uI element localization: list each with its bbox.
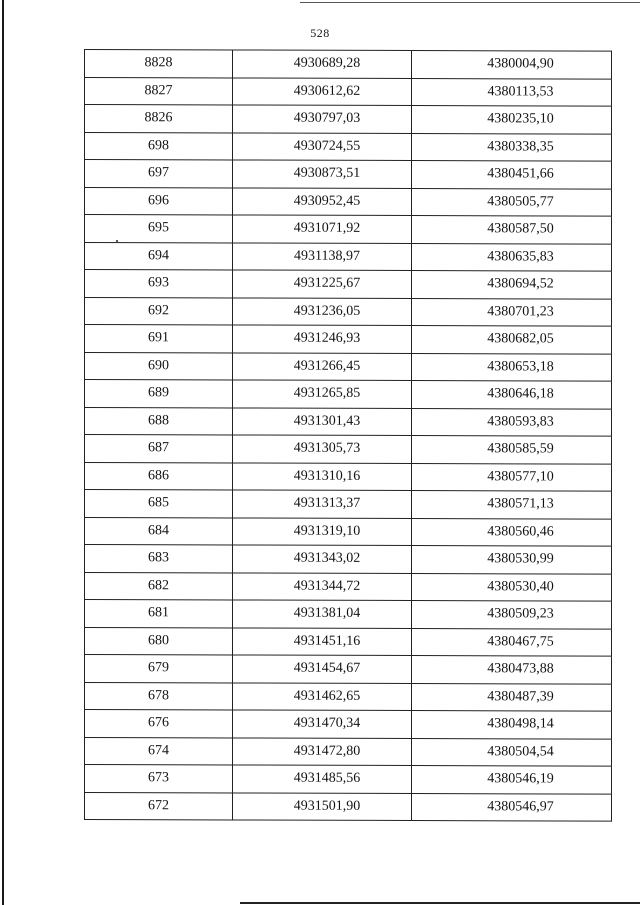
scan-border-bottom <box>240 902 640 904</box>
point-number-cell: 679 <box>85 655 233 683</box>
point-number-cell: 685 <box>85 490 233 518</box>
y-coordinate-cell: 4380467,75 <box>412 628 612 656</box>
y-coordinate-cell: 4380509,23 <box>412 601 612 629</box>
table-row <box>85 380 612 409</box>
y-coordinate-cell: 4380338,35 <box>412 133 612 161</box>
y-coordinate-cell: 4380701,23 <box>412 298 612 326</box>
point-number-cell: 674 <box>85 737 233 765</box>
point-number-cell: 673 <box>85 765 233 793</box>
table-row <box>85 435 612 464</box>
y-coordinate-cell: 4380571,13 <box>412 491 612 519</box>
y-coordinate-cell: 4380504,54 <box>412 738 612 766</box>
point-number-cell: 684 <box>85 517 233 545</box>
table-row <box>85 710 612 739</box>
x-coordinate-cell: 4930873,51 <box>233 160 412 188</box>
table-row <box>85 50 612 79</box>
x-coordinate-cell: 4931343,02 <box>233 545 412 573</box>
scan-border-left <box>2 0 4 905</box>
y-coordinate-cell: 4380473,88 <box>412 656 612 684</box>
point-number-cell: 678 <box>85 682 233 710</box>
y-coordinate-cell: 4380653,18 <box>412 353 612 381</box>
point-number-cell: 693 <box>85 270 233 298</box>
coordinates-table <box>84 49 612 822</box>
table-row <box>85 77 612 106</box>
point-number-cell: 8826 <box>85 105 233 133</box>
table-row <box>85 352 612 381</box>
point-number-cell: 676 <box>85 710 233 738</box>
x-coordinate-cell: 4931266,45 <box>233 352 412 380</box>
y-coordinate-cell: 4380487,39 <box>412 683 612 711</box>
point-number-cell: 689 <box>85 380 233 408</box>
x-coordinate-cell: 4931381,04 <box>233 600 412 628</box>
y-coordinate-cell: 4380498,14 <box>412 711 612 739</box>
point-number-cell: 686 <box>85 462 233 490</box>
table-row <box>85 737 612 766</box>
x-coordinate-cell: 4931485,56 <box>233 765 412 793</box>
point-number-cell: 683 <box>85 545 233 573</box>
table-row <box>85 655 612 684</box>
point-number-cell: 688 <box>85 407 233 435</box>
table-row <box>85 600 612 629</box>
y-coordinate-cell: 4380530,40 <box>412 573 612 601</box>
table-row <box>85 765 612 794</box>
x-coordinate-cell: 4931451,16 <box>233 627 412 655</box>
x-coordinate-cell: 4931265,85 <box>233 380 412 408</box>
table-row <box>85 792 612 821</box>
point-number-cell: 690 <box>85 352 233 380</box>
point-number-cell: 681 <box>85 600 233 628</box>
table-row <box>85 490 612 519</box>
table-row <box>85 187 612 216</box>
x-coordinate-cell: 4931138,97 <box>233 242 412 270</box>
y-coordinate-cell: 4380235,10 <box>412 106 612 134</box>
x-coordinate-cell: 4931470,34 <box>233 710 412 738</box>
y-coordinate-cell: 4380682,05 <box>412 326 612 354</box>
table-row <box>85 407 612 436</box>
point-number-cell: 698 <box>85 132 233 160</box>
table-row <box>85 517 612 546</box>
x-coordinate-cell: 4931310,16 <box>233 462 412 490</box>
x-coordinate-cell: 4931236,05 <box>233 297 412 325</box>
table-row <box>85 215 612 244</box>
table-row <box>85 105 612 134</box>
table-row <box>85 545 612 574</box>
table-row <box>85 297 612 326</box>
point-number-cell: 8827 <box>85 77 233 105</box>
table-row <box>85 242 612 271</box>
x-coordinate-cell: 4931313,37 <box>233 490 412 518</box>
point-number-cell: 682 <box>85 572 233 600</box>
y-coordinate-cell: 4380646,18 <box>412 381 612 409</box>
point-number-cell: 687 <box>85 435 233 463</box>
y-coordinate-cell: 4380577,10 <box>412 463 612 491</box>
y-coordinate-cell: 4380546,97 <box>412 793 612 821</box>
x-coordinate-cell: 4930724,55 <box>233 132 412 160</box>
table-row <box>85 132 612 161</box>
x-coordinate-cell: 4931246,93 <box>233 325 412 353</box>
y-coordinate-cell: 4380004,90 <box>412 51 612 79</box>
table-row <box>85 270 612 299</box>
x-coordinate-cell: 4930612,62 <box>233 77 412 105</box>
point-number-cell: 691 <box>85 325 233 353</box>
point-number-cell: 672 <box>85 792 233 820</box>
x-coordinate-cell: 4931344,72 <box>233 572 412 600</box>
table-row <box>85 462 612 491</box>
x-coordinate-cell: 4931301,43 <box>233 407 412 435</box>
table-row <box>85 160 612 189</box>
table-row <box>85 572 612 601</box>
x-coordinate-cell: 4931225,67 <box>233 270 412 298</box>
table-row <box>85 682 612 711</box>
y-coordinate-cell: 4380530,99 <box>412 546 612 574</box>
x-coordinate-cell: 4931454,67 <box>233 655 412 683</box>
point-number-cell: 8828 <box>85 50 233 78</box>
point-number-cell: 696 <box>85 187 233 215</box>
point-number-cell: 697 <box>85 160 233 188</box>
x-coordinate-cell: 4930952,45 <box>233 187 412 215</box>
point-number-cell: 695 <box>85 215 233 243</box>
x-coordinate-cell: 4931305,73 <box>233 435 412 463</box>
point-number-cell: 680 <box>85 627 233 655</box>
table-row <box>85 325 612 354</box>
y-coordinate-cell: 4380694,52 <box>412 271 612 299</box>
y-coordinate-cell: 4380587,50 <box>412 216 612 244</box>
x-coordinate-cell: 4931501,90 <box>233 792 412 820</box>
point-number-cell: 692 <box>85 297 233 325</box>
y-coordinate-cell: 4380635,83 <box>412 243 612 271</box>
x-coordinate-cell: 4931071,92 <box>233 215 412 243</box>
y-coordinate-cell: 4380585,59 <box>412 436 612 464</box>
x-coordinate-cell: 4931462,65 <box>233 682 412 710</box>
point-number-cell: 694 <box>85 242 233 270</box>
y-coordinate-cell: 4380560,46 <box>412 518 612 546</box>
x-coordinate-cell: 4931319,10 <box>233 517 412 545</box>
x-coordinate-cell: 4930797,03 <box>233 105 412 133</box>
table-row <box>85 627 612 656</box>
y-coordinate-cell: 4380593,83 <box>412 408 612 436</box>
x-coordinate-cell: 4931472,80 <box>233 737 412 765</box>
y-coordinate-cell: 4380113,53 <box>412 78 612 106</box>
scan-border-top <box>300 2 640 3</box>
coordinates-table-body <box>85 50 612 822</box>
y-coordinate-cell: 4380505,77 <box>412 188 612 216</box>
y-coordinate-cell: 4380451,66 <box>412 161 612 189</box>
page-number: 528 <box>310 26 330 40</box>
x-coordinate-cell: 4930689,28 <box>233 50 412 78</box>
y-coordinate-cell: 4380546,19 <box>412 766 612 794</box>
